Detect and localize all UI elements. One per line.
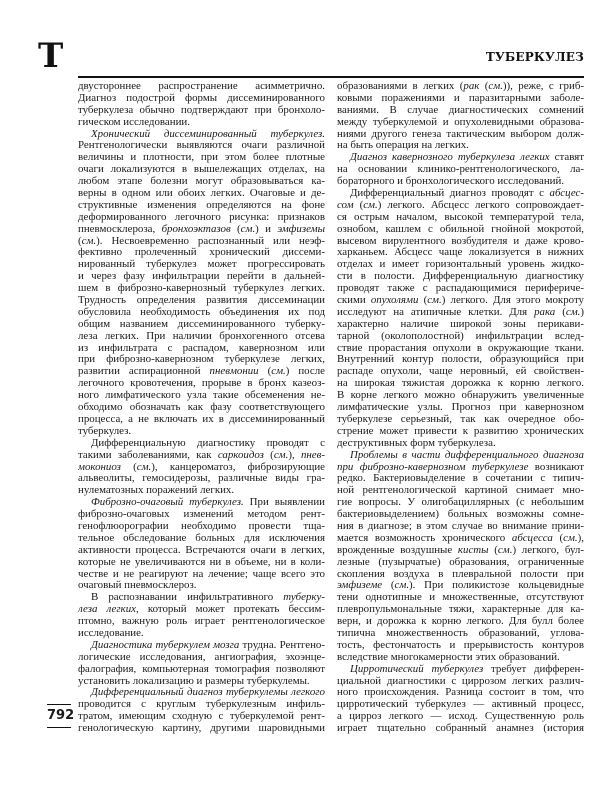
text-line [78, 521, 325, 533]
text-line [337, 450, 584, 462]
paragraph [78, 438, 325, 497]
text-line [78, 283, 325, 295]
text-run: ( [552, 532, 564, 544]
text-run: типична множественность образований, углова- [337, 627, 584, 639]
text-line [337, 390, 584, 402]
text-run: отделах и имеет горизонтальный уровень жидко- [337, 259, 584, 271]
italic-term: Проблемы в части дифференциального диагноза [350, 449, 584, 461]
text-line [337, 354, 584, 366]
text-run: бораторного и бронхологического исследований. [337, 176, 565, 188]
text-line [78, 462, 325, 474]
text-run: ного лимфатического узла такие обсеменения не- [78, 390, 325, 402]
text-run: верн, и дорожка к корню легкого. Для булл более [337, 616, 584, 628]
text-run: ной рентгенологической картиной снимает мно- [337, 485, 584, 497]
text-run: ниями другого генеза тактическим выбором долж- [337, 128, 584, 140]
text-run: играет тщательно собранный анамнез (история [337, 723, 584, 735]
text-run: шем в фиброзно-кавернозный туберкулез легких. [78, 283, 325, 295]
italic-term: см. [394, 580, 410, 592]
italic-term: Дифференциальный диагноз туберкулемы легкого [91, 687, 325, 699]
text-line [337, 247, 584, 259]
text-run: ( [488, 544, 498, 556]
text-line [78, 117, 325, 129]
paragraph [78, 640, 325, 688]
text-run: процесса, а не включать их в диссеминированный [78, 413, 325, 425]
text-run: ковыми поражениями и паразитарными заболе- [337, 92, 584, 104]
text-run: туберкулез. [78, 425, 132, 437]
text-run: , который может протекать бессим- [136, 604, 325, 616]
italic-term: рака [534, 306, 556, 318]
text-run: общим названием диссеминированного туберку- [78, 318, 325, 330]
text-line [337, 188, 584, 200]
italic-term: пнев- [300, 449, 325, 461]
text-run: гическом исследовании. [78, 116, 190, 128]
text-run: фалография, компьютерная томография позволяют [78, 663, 325, 675]
text-run: исследуют на атипичные клетки. Для [337, 306, 535, 318]
text-run: )), реже, с гриб- [502, 81, 584, 92]
text-run: плевропульмональные тяжи, характерные для ка- [337, 604, 584, 616]
text-line [337, 378, 584, 390]
text-run: мается возможность хронического [337, 532, 512, 544]
text-run: и через фазу инфильтрации перейти в дальней- [78, 271, 325, 283]
text-line [78, 723, 325, 735]
italic-term: см. [563, 532, 578, 544]
text-run: возникают [528, 461, 584, 473]
text-run: леза легких. При наличии бронхогенного отсева [78, 330, 325, 342]
text-line [78, 557, 325, 569]
text-run: очаги локализуются в вышележащих отделах, на [78, 164, 325, 176]
text-line [78, 366, 325, 378]
text-run: ). Несвоевременно распознанный или неэф- [96, 235, 325, 247]
text-run: Трудность определения развития диссеминации [78, 295, 325, 307]
text-run: лезные (пузырчатые) образования, ограниченные [337, 556, 584, 568]
text-line [337, 580, 584, 592]
text-line [337, 236, 584, 248]
text-run: генологическую картину, другими шаровидными [78, 723, 325, 735]
text-line [78, 81, 325, 93]
text-run: ) легкого. Абсцесс легкого сопровождает- [377, 199, 584, 211]
text-run: Дифференциальную диагностику проводят с [91, 437, 325, 449]
text-run: ) [580, 306, 584, 318]
text-run: величины и плотности, при этом более плотные [78, 152, 325, 164]
text-line [337, 533, 584, 545]
text-line [78, 592, 325, 604]
text-line [337, 402, 584, 414]
text-run: В корне легкого можно обнаружить увеличенные [337, 390, 584, 402]
text-run: циальной диагностики с циррозом легких различ- [337, 675, 584, 687]
text-run: ) после [285, 366, 325, 378]
text-run: ния в диагнозе; в этом случае во внимание прини- [337, 520, 584, 532]
italic-term: Хронический диссеминированный туберкулез. [91, 128, 325, 140]
text-run: ( [78, 235, 82, 247]
text-run: цирротический туберкулез — активный процесс, [337, 699, 584, 711]
text-line [78, 426, 325, 438]
text-line [78, 569, 325, 581]
text-line [78, 640, 325, 652]
italic-term: бронхоэктазов [161, 223, 231, 235]
text-run: ставят [549, 152, 584, 164]
text-run: легочного кровотечения, прорыве в бронх казеоз- [78, 378, 325, 390]
text-run: обходимо обозначать как фазу соответствующего [78, 402, 325, 414]
italic-term: мокониоз [78, 461, 121, 473]
text-line [337, 212, 584, 224]
text-column-left [78, 81, 325, 735]
text-line [337, 569, 584, 581]
text-run: очаговый пневмосклероз. [78, 580, 197, 592]
italic-term: см. [497, 544, 513, 556]
text-run: проводится с круглым туберкулезным инфиль- [78, 699, 325, 711]
italic-term: см. [363, 199, 378, 211]
text-line [337, 140, 584, 152]
text-run: а цирроз легкого — исход. Существенную роль [337, 711, 584, 723]
text-line [337, 366, 584, 378]
text-line [337, 224, 584, 236]
text-run: двустороннее распространение асимметрично. [78, 81, 325, 92]
text-line [337, 676, 584, 688]
text-line [78, 188, 325, 200]
text-line [78, 152, 325, 164]
paragraph [78, 687, 325, 735]
italic-term: см. [565, 306, 581, 318]
text-run: обусловила необходимость объединения их под [78, 306, 325, 318]
text-line [337, 438, 584, 450]
italic-term: опухолями [370, 295, 419, 307]
italic-term: сом [337, 199, 354, 211]
text-line [78, 319, 325, 331]
text-run: любом этапе болезни могут образовываться ка- [78, 176, 325, 188]
paragraph [78, 129, 325, 438]
text-line [337, 664, 584, 676]
text-run: на быть операция на легких. [337, 140, 469, 152]
text-run: птомно, важную роль играет рентгенологическое [78, 616, 325, 628]
text-run: генофлюорографии необходимо провести тща- [78, 520, 325, 532]
text-run: между туберкулемой и опухолевидными образова- [337, 116, 584, 128]
text-run: фективно пролеченный хронический диссеми- [78, 247, 325, 259]
text-line [337, 152, 584, 164]
text-run: исследование. [78, 627, 144, 639]
text-run: развитии аспирационной [78, 366, 210, 378]
text-line [78, 664, 325, 676]
italic-term: см. [81, 235, 97, 247]
italic-term: Фиброзно-очаговый туберкулез. [91, 497, 244, 509]
text-run: ( [555, 306, 566, 318]
italic-term: см. [240, 223, 256, 235]
text-run: тарной (околополостной) инфильтрации вслед- [337, 330, 584, 342]
text-line [78, 533, 325, 545]
text-run: пневмосклероза, [78, 223, 162, 235]
text-line [78, 711, 325, 723]
text-line [337, 473, 584, 485]
text-line [78, 176, 325, 188]
text-line [78, 509, 325, 521]
text-line [78, 200, 325, 212]
text-run: на широкая тяжистая дорожка к корню легкого. [337, 378, 584, 390]
text-line [78, 580, 325, 592]
text-line [337, 509, 584, 521]
text-line [337, 557, 584, 569]
text-run: верны в одном или обоих легких. Очаговые и де- [78, 188, 325, 200]
running-title: ТУБЕРКУЛЕЗ [485, 50, 584, 64]
text-run: редко. Бактериовыделение в сочетании с типич- [337, 473, 584, 485]
text-run: врожденные воздушные [337, 544, 458, 556]
italic-term: см. [427, 295, 442, 307]
text-line [78, 390, 325, 402]
text-run: скими [337, 295, 371, 307]
text-run: В распознавании инфильтративного [91, 592, 284, 604]
text-line [337, 283, 584, 295]
page-number: 792 [47, 704, 71, 728]
italic-term: эмфиземе [337, 580, 383, 592]
text-line [337, 652, 584, 664]
text-line [78, 545, 325, 557]
text-run: честве и не реагируют на лечение; чаще всего это [78, 568, 325, 580]
text-run: ся острым началом, высокой температурой тела, [337, 211, 584, 223]
text-line [337, 545, 584, 557]
text-run: ( [263, 449, 274, 461]
text-run: которые не увеличиваются ни в объеме, ни в коли- [78, 556, 325, 568]
text-run: высевом вирулентного возбудителя и даже крово- [337, 235, 584, 247]
text-line [337, 699, 584, 711]
text-run: образованиями в легких ( [337, 81, 464, 92]
text-line [337, 711, 584, 723]
text-line [78, 140, 325, 152]
text-line [78, 212, 325, 224]
text-line [78, 164, 325, 176]
italic-term: см. [271, 366, 286, 378]
text-run: ного происхождения. Разница состоит в том, что [337, 687, 584, 699]
text-run: ( [418, 295, 428, 307]
text-run: из инфильтрата с распадом, кавернозном или [78, 342, 325, 354]
text-line [78, 307, 325, 319]
text-run: ) и [255, 223, 278, 235]
text-line [78, 616, 325, 628]
text-line [337, 105, 584, 117]
text-run: установить локализацию и размеры туберкулемы. [78, 675, 310, 687]
text-run: распаде опухоли, чаще неровный, ей свойствен- [337, 366, 584, 378]
text-line [337, 295, 584, 307]
text-line [78, 497, 325, 509]
text-line [78, 628, 325, 640]
text-line [337, 497, 584, 509]
text-line [337, 414, 584, 426]
paragraph [337, 664, 584, 735]
text-line [337, 200, 584, 212]
text-run: Рентгенологически выявляются очаги различной [78, 140, 325, 152]
text-run: нированный туберкулез может прогрессировать [78, 259, 325, 271]
text-run: ), [288, 449, 301, 461]
text-line [78, 699, 325, 711]
text-line [78, 687, 325, 699]
header-rule [78, 76, 584, 78]
text-run: ( [479, 81, 489, 92]
text-run: ). При поликистозе кольцевидные [409, 580, 584, 592]
text-line [337, 117, 584, 129]
italic-term: туберку- [283, 592, 325, 604]
text-run: проводят также с распадающимися перифериче- [337, 283, 584, 295]
section-letter: Т [38, 36, 64, 76]
text-line [337, 723, 584, 735]
italic-term: саркоидоз [217, 449, 264, 461]
text-run: стрение может привести к развитию хронических [337, 425, 584, 437]
text-line [78, 224, 325, 236]
text-line [78, 450, 325, 462]
text-line [78, 331, 325, 343]
italic-term: рак [463, 81, 480, 92]
text-run: активности процесса. Встречаются очаги в легких, [78, 544, 325, 556]
text-line [337, 628, 584, 640]
text-line [78, 105, 325, 117]
italic-term: эмфиземы [277, 223, 325, 235]
text-line [78, 414, 325, 426]
text-line [78, 402, 325, 414]
text-run: такими заболеваниями, как [78, 449, 218, 461]
text-column-right [337, 81, 584, 735]
text-line [78, 438, 325, 450]
text-line [78, 652, 325, 664]
italic-term: Диагностика туберкулем мозга [91, 639, 240, 651]
text-run: ( [120, 461, 137, 473]
text-run: логические исследования, ангиография, эхоэнце- [78, 651, 325, 663]
text-line [337, 259, 584, 271]
paragraph [78, 81, 325, 129]
text-line [78, 604, 325, 616]
text-line [78, 271, 325, 283]
text-line [78, 93, 325, 105]
text-run: гие вопросы. У олигобациллярных (с небольшим [337, 497, 584, 509]
text-run: харканьем. Абсцесс чаще локализуется в нижних [337, 247, 584, 259]
italic-term: абсцес- [549, 188, 584, 200]
italic-term: Цирротический туберкулез [350, 663, 484, 675]
text-run: вследствие многокамерности этих образований. [337, 651, 560, 663]
text-run: ( [382, 580, 395, 592]
italic-term: пневмонии [209, 366, 259, 378]
text-run: скопления воздуха в плевральной полости при [337, 568, 584, 580]
text-line [337, 521, 584, 533]
text-run: ), канцероматоз, фиброзирующие [151, 461, 325, 473]
text-line [78, 259, 325, 271]
text-run: ознобом, кашлем с обильной гнойной мокротой, [337, 223, 584, 235]
text-run: тени однотипные и множественные, отсутствуют [337, 592, 584, 604]
text-run: туберкулезе серьезный, так как очередное обо- [337, 413, 584, 425]
text-line [78, 473, 325, 485]
text-line [337, 129, 584, 141]
text-line [337, 307, 584, 319]
text-run: альвеолиты, гемосидерозы, различные виды гра- [78, 473, 325, 485]
paragraph [78, 592, 325, 640]
text-run: бактериовыделением) больных возможны сомне- [337, 509, 584, 521]
text-run: ( [258, 366, 272, 378]
text-line [337, 604, 584, 616]
paragraph [337, 188, 584, 450]
text-run: на основании клинико-рентгенологического, ла- [337, 164, 584, 176]
text-run: Дифференциальный диагноз проводят с [350, 188, 550, 200]
text-line [337, 164, 584, 176]
italic-term: леза легких [78, 604, 136, 616]
text-line [78, 354, 325, 366]
paragraph [78, 497, 325, 592]
text-line [337, 687, 584, 699]
text-run: тратом, имеющим сходную с туберкулемой рент- [78, 711, 325, 723]
text-line [337, 485, 584, 497]
text-run: При выявлении [243, 497, 325, 509]
text-line [337, 462, 584, 474]
text-run: сти в полости. Дифференциальную диагностику [337, 271, 584, 283]
text-run: характерно наличие широкой зоны перикави- [337, 318, 584, 330]
text-line [337, 271, 584, 283]
text-line [337, 81, 584, 93]
text-line [337, 319, 584, 331]
text-run: ствие прорастания опухоли в окружающие ткани. [337, 342, 584, 354]
italic-term: см. [273, 449, 289, 461]
text-run: ( [230, 223, 241, 235]
text-line [337, 592, 584, 604]
text-line [337, 343, 584, 355]
text-line [78, 485, 325, 497]
italic-term: абсцесса [511, 532, 553, 544]
italic-term: кисты [457, 544, 489, 556]
text-run: Диагноз подострой формы диссеминированного [78, 92, 325, 104]
text-line [78, 247, 325, 259]
text-run: деформированного легочного рисунка: признаков [78, 211, 325, 223]
text-run: туберкулеза обычно подтверждают при бронхоло- [78, 104, 325, 116]
text-line [337, 176, 584, 188]
text-run: ), [577, 532, 584, 544]
text-run: деструктивных форм туберкулеза. [337, 437, 496, 449]
text-line [337, 616, 584, 628]
text-run: Внутренний контур полости, образующийся при [337, 354, 584, 366]
text-line [78, 676, 325, 688]
text-line [337, 93, 584, 105]
text-line [337, 426, 584, 438]
italic-term: см. [136, 461, 152, 473]
text-line [78, 343, 325, 355]
text-run: тельное обследование больных для исключения [78, 532, 325, 544]
text-run: ваниями. В случае диагностических сомнений [337, 104, 584, 116]
paragraph [337, 81, 584, 152]
text-run: ) легкого, бул- [512, 544, 584, 556]
text-line [337, 640, 584, 652]
paragraph [337, 152, 584, 188]
text-run: требует дифферен- [483, 663, 584, 675]
text-line [78, 378, 325, 390]
text-run: нулематозных поражений легких. [78, 485, 235, 497]
text-line [78, 236, 325, 248]
text-line [78, 129, 325, 141]
text-run: трудна. Рентгено- [239, 639, 325, 651]
text-run: лимфатические узлы. Прогноз при кавернозном [337, 402, 584, 414]
italic-term: см. [488, 81, 503, 92]
paragraph [337, 450, 584, 664]
text-run: при фиброзно-кавернозном туберкулезе легких, [78, 354, 325, 366]
italic-term: Диагноз кавернозного туберкулеза легких [350, 152, 550, 164]
text-run: фиброзно-очаговых изменений методом рент- [78, 509, 325, 521]
text-run: структивные изменения определяются на фоне [78, 199, 325, 211]
text-line [337, 331, 584, 343]
text-line [78, 295, 325, 307]
text-run: тость, фестончатость и прерывистость контуров [337, 639, 584, 651]
text-run: ( [353, 199, 364, 211]
italic-term: при фиброзно-кавернозном туберкулезе [337, 461, 529, 473]
text-run: ) легкого. Для этого мокроту [441, 295, 584, 307]
